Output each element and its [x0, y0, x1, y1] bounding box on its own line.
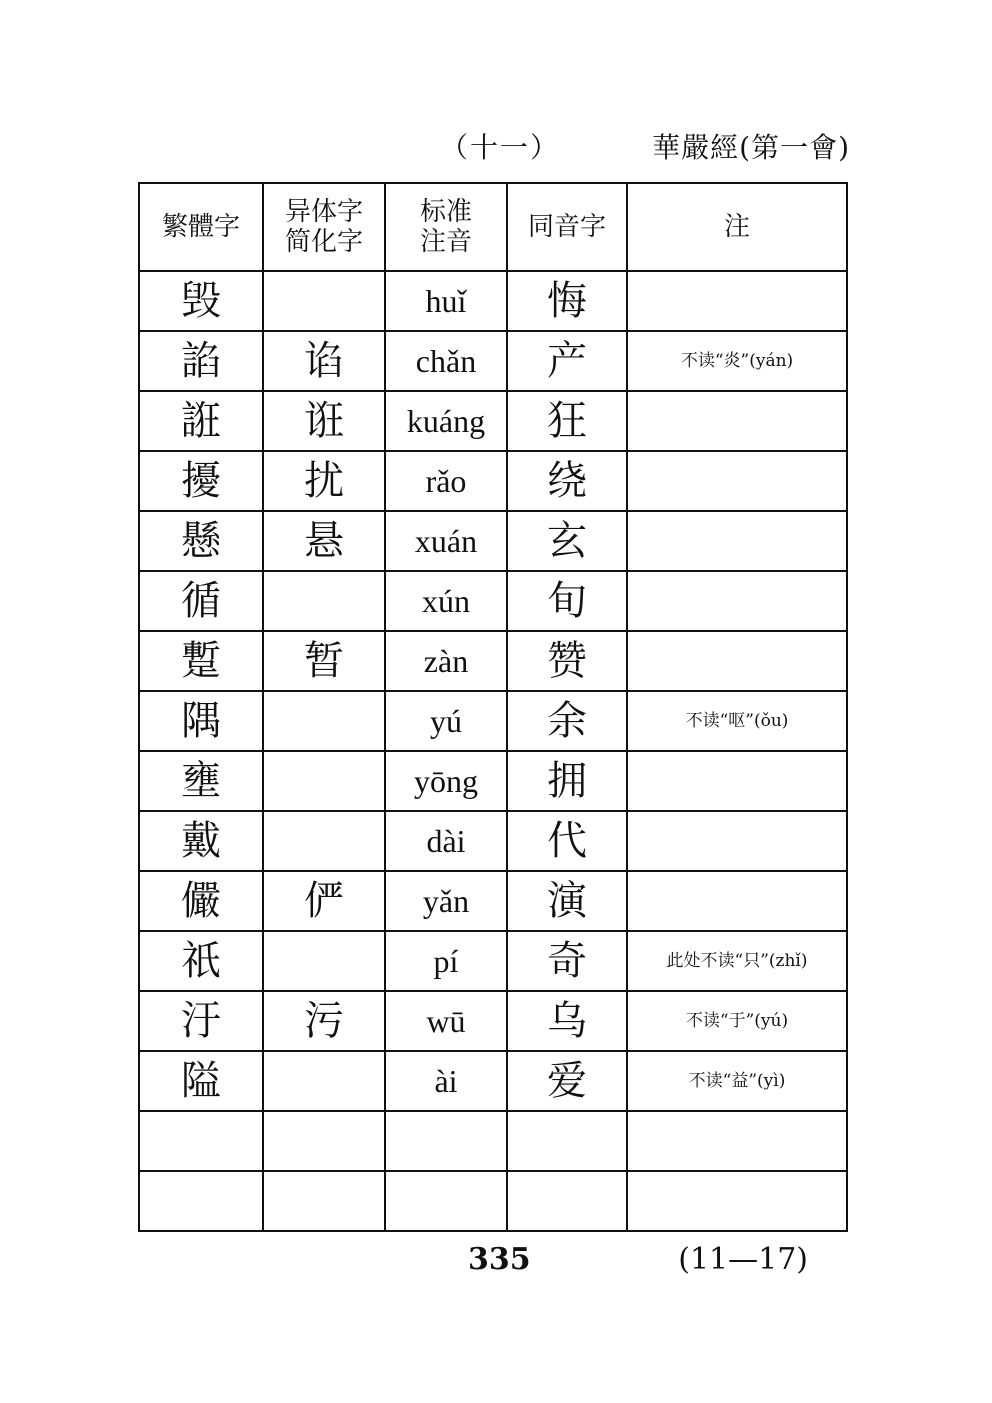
section-number: （十一） [440, 131, 561, 164]
note-cell [627, 811, 847, 871]
table-row [139, 511, 847, 571]
pinyin-cell: xún [385, 571, 507, 631]
traditional-cell: 壅 [139, 751, 263, 811]
table-row [139, 811, 847, 871]
note-cell [627, 631, 847, 691]
pinyin-cell: zàn [385, 631, 507, 691]
homophone-cell: 代 [507, 811, 627, 871]
sutra-title: 華嚴經(第一會) [652, 131, 850, 164]
traditional-cell: 儼 [139, 871, 263, 931]
variant-cell: 暂 [263, 631, 385, 691]
variant-cell [263, 271, 385, 331]
table-row [139, 1111, 847, 1171]
traditional-cell [139, 1171, 263, 1231]
character-table [138, 182, 848, 1232]
homophone-cell: 玄 [507, 511, 627, 571]
variant-cell [263, 751, 385, 811]
table-row [139, 691, 847, 751]
variant-cell [263, 931, 385, 991]
table-row [139, 1051, 847, 1111]
note-cell [627, 1171, 847, 1231]
note-cell [627, 451, 847, 511]
table-row [139, 751, 847, 811]
note-cell: 此处不读“只”(zhǐ) [627, 931, 847, 991]
table-row [139, 931, 847, 991]
homophone-cell [507, 1171, 627, 1231]
traditional-cell: 汙 [139, 991, 263, 1051]
homophone-cell: 拥 [507, 751, 627, 811]
traditional-cell: 懸 [139, 511, 263, 571]
homophone-cell: 悔 [507, 271, 627, 331]
variant-cell: 污 [263, 991, 385, 1051]
pinyin-cell: yú [385, 691, 507, 751]
pinyin-cell: xuán [385, 511, 507, 571]
pinyin-cell: yōng [385, 751, 507, 811]
traditional-cell: 誑 [139, 391, 263, 451]
variant-cell: 诳 [263, 391, 385, 451]
traditional-cell: 循 [139, 571, 263, 631]
lesson-range: (11—17) [678, 1242, 808, 1277]
homophone-cell [507, 1111, 627, 1171]
traditional-cell: 毁 [139, 271, 263, 331]
traditional-cell: 擾 [139, 451, 263, 511]
variant-cell [263, 1171, 385, 1231]
header-variant: 异体字 简化字 [263, 183, 385, 271]
pinyin-cell: kuáng [385, 391, 507, 451]
homophone-cell: 爱 [507, 1051, 627, 1111]
table-row [139, 631, 847, 691]
note-cell: 不读“于”(yú) [627, 991, 847, 1051]
page-header [440, 126, 850, 170]
homophone-cell: 奇 [507, 931, 627, 991]
table-row [139, 571, 847, 631]
variant-cell [263, 1111, 385, 1171]
pinyin-cell: pí [385, 931, 507, 991]
pinyin-cell: ài [385, 1051, 507, 1111]
variant-cell [263, 691, 385, 751]
variant-cell: 俨 [263, 871, 385, 931]
pinyin-cell: chǎn [385, 331, 507, 391]
note-cell [627, 1111, 847, 1171]
homophone-cell: 狂 [507, 391, 627, 451]
homophone-cell: 演 [507, 871, 627, 931]
page-number: 335 [468, 1242, 531, 1277]
pinyin-cell: wū [385, 991, 507, 1051]
homophone-cell: 赞 [507, 631, 627, 691]
note-cell: 不读“呕”(ǒu) [627, 691, 847, 751]
variant-cell [263, 571, 385, 631]
table-row [139, 871, 847, 931]
traditional-cell: 戴 [139, 811, 263, 871]
table-row [139, 331, 847, 391]
homophone-cell: 绕 [507, 451, 627, 511]
pinyin-cell: huǐ [385, 271, 507, 331]
homophone-cell: 旬 [507, 571, 627, 631]
pinyin-cell [385, 1111, 507, 1171]
header-homophone: 同音字 [507, 183, 627, 271]
table-row [139, 451, 847, 511]
header-note: 注 [627, 183, 847, 271]
homophone-cell: 产 [507, 331, 627, 391]
pinyin-cell [385, 1171, 507, 1231]
note-cell [627, 271, 847, 331]
variant-cell: 扰 [263, 451, 385, 511]
pinyin-cell: yǎn [385, 871, 507, 931]
note-cell: 不读“炎”(yán) [627, 331, 847, 391]
page-footer [440, 1238, 820, 1282]
note-cell [627, 871, 847, 931]
note-cell: 不读“益”(yì) [627, 1051, 847, 1111]
note-cell [627, 571, 847, 631]
traditional-cell: 隘 [139, 1051, 263, 1111]
pinyin-cell: rǎo [385, 451, 507, 511]
traditional-cell: 祇 [139, 931, 263, 991]
variant-cell: 谄 [263, 331, 385, 391]
traditional-cell [139, 1111, 263, 1171]
homophone-cell: 乌 [507, 991, 627, 1051]
pinyin-cell: dài [385, 811, 507, 871]
variant-cell [263, 1051, 385, 1111]
variant-cell: 悬 [263, 511, 385, 571]
table-row [139, 391, 847, 451]
note-cell [627, 751, 847, 811]
header-traditional: 繁體字 [139, 183, 263, 271]
table-row [139, 991, 847, 1051]
note-cell [627, 391, 847, 451]
traditional-cell: 諂 [139, 331, 263, 391]
homophone-cell: 余 [507, 691, 627, 751]
note-cell [627, 511, 847, 571]
header-pinyin: 标准 注音 [385, 183, 507, 271]
traditional-cell: 隅 [139, 691, 263, 751]
variant-cell [263, 811, 385, 871]
table-row [139, 271, 847, 331]
table-header-row [139, 183, 847, 271]
table-row [139, 1171, 847, 1231]
traditional-cell: 蹔 [139, 631, 263, 691]
